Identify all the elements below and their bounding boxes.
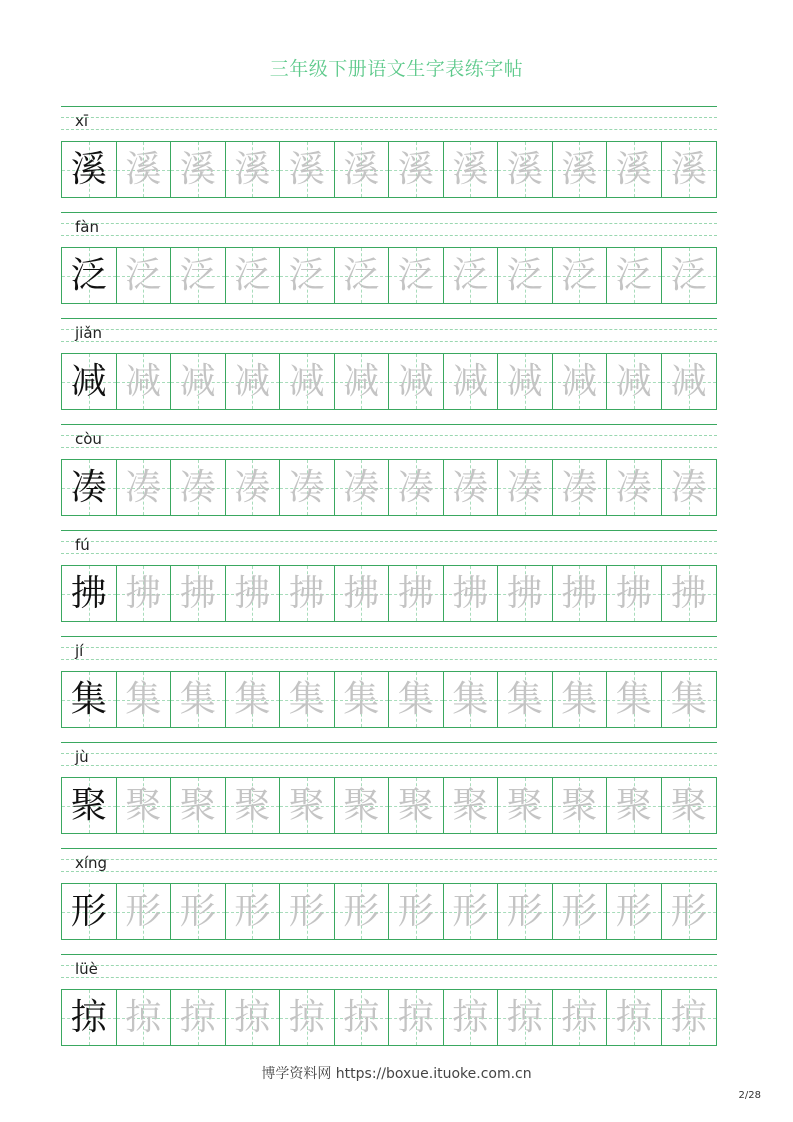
- trace-character-cell: [389, 142, 444, 197]
- trace-character: 减: [125, 360, 162, 402]
- trace-character-cell: [389, 884, 444, 939]
- trace-character-cell: [171, 354, 226, 409]
- pinyin-guide-line: [61, 636, 717, 637]
- pinyin-lines: [61, 848, 717, 883]
- trace-character: 溪: [397, 148, 434, 190]
- trace-character-cell: [662, 884, 717, 939]
- trace-character-cell: [280, 672, 335, 727]
- pinyin-guide-line: [61, 318, 717, 319]
- model-character: 凑: [70, 466, 107, 508]
- trace-character-cell: [498, 142, 553, 197]
- trace-character: 凑: [179, 466, 216, 508]
- writing-grid: [61, 565, 717, 622]
- trace-character: 拂: [561, 572, 598, 614]
- pinyin-guide-line: [61, 977, 717, 978]
- trace-character-cell: [607, 566, 662, 621]
- trace-character: 聚: [561, 784, 598, 826]
- trace-character-cell: [335, 460, 390, 515]
- character-row: [61, 318, 717, 424]
- page-number: 2/28: [738, 1090, 761, 1101]
- trace-character-cell: [444, 884, 499, 939]
- trace-character: 减: [288, 360, 325, 402]
- pinyin-guide-line: [61, 765, 717, 766]
- trace-character-cell: [498, 460, 553, 515]
- trace-character: 拂: [343, 572, 380, 614]
- trace-character: 掠: [670, 996, 707, 1038]
- trace-character-cell: [389, 672, 444, 727]
- trace-character: 集: [561, 678, 598, 720]
- pinyin-guide-line: [61, 117, 717, 118]
- trace-character-cell: [280, 990, 335, 1045]
- trace-character-cell: [607, 354, 662, 409]
- trace-character-cell: [226, 248, 281, 303]
- trace-character: 减: [397, 360, 434, 402]
- model-character-cell: [62, 990, 117, 1045]
- writing-grid: [61, 777, 717, 834]
- trace-character: 聚: [615, 784, 652, 826]
- trace-character-cell: [444, 778, 499, 833]
- trace-character-cell: [662, 354, 717, 409]
- trace-character-cell: [171, 884, 226, 939]
- trace-character: 掠: [234, 996, 271, 1038]
- trace-character-cell: [389, 248, 444, 303]
- pinyin-guide-line: [61, 341, 717, 342]
- pinyin-lines: [61, 212, 717, 247]
- trace-character-cell: [280, 142, 335, 197]
- model-character-cell: [62, 142, 117, 197]
- trace-character: 泛: [125, 254, 162, 296]
- trace-character: 聚: [343, 784, 380, 826]
- trace-character: 凑: [343, 466, 380, 508]
- pinyin-guide-line: [61, 223, 717, 224]
- trace-character-cell: [662, 142, 717, 197]
- pinyin-guide-line: [61, 859, 717, 860]
- trace-character-cell: [553, 778, 608, 833]
- pinyin-label: jù: [75, 748, 89, 766]
- trace-character: 形: [452, 890, 489, 932]
- pinyin-lines: [61, 954, 717, 989]
- trace-character-cell: [117, 460, 172, 515]
- trace-character-cell: [280, 460, 335, 515]
- trace-character: 拂: [615, 572, 652, 614]
- trace-character: 泛: [561, 254, 598, 296]
- trace-character: 形: [288, 890, 325, 932]
- model-character: 溪: [70, 148, 107, 190]
- trace-character: 凑: [452, 466, 489, 508]
- trace-character: 溪: [234, 148, 271, 190]
- trace-character-cell: [117, 778, 172, 833]
- trace-character: 集: [125, 678, 162, 720]
- pinyin-label: còu: [75, 430, 102, 448]
- trace-character-cell: [607, 248, 662, 303]
- trace-character: 聚: [234, 784, 271, 826]
- trace-character-cell: [444, 142, 499, 197]
- trace-character-cell: [498, 566, 553, 621]
- trace-character: 减: [561, 360, 598, 402]
- trace-character-cell: [280, 248, 335, 303]
- trace-character-cell: [444, 990, 499, 1045]
- character-row: [61, 212, 717, 318]
- pinyin-label: lüè: [75, 960, 98, 978]
- trace-character: 掠: [288, 996, 325, 1038]
- model-character: 集: [70, 678, 107, 720]
- trace-character: 掠: [561, 996, 598, 1038]
- pinyin-guide-line: [61, 753, 717, 754]
- trace-character-cell: [117, 672, 172, 727]
- pinyin-guide-line: [61, 235, 717, 236]
- trace-character: 掠: [343, 996, 380, 1038]
- trace-character: 拂: [670, 572, 707, 614]
- trace-character: 形: [397, 890, 434, 932]
- pinyin-guide-line: [61, 424, 717, 425]
- trace-character: 集: [179, 678, 216, 720]
- trace-character: 溪: [125, 148, 162, 190]
- trace-character: 泛: [288, 254, 325, 296]
- trace-character: 集: [452, 678, 489, 720]
- trace-character-cell: [280, 778, 335, 833]
- trace-character: 掠: [125, 996, 162, 1038]
- trace-character-cell: [607, 990, 662, 1045]
- trace-character-cell: [335, 778, 390, 833]
- trace-character-cell: [553, 460, 608, 515]
- pinyin-guide-line: [61, 447, 717, 448]
- writing-grid: [61, 353, 717, 410]
- trace-character: 减: [506, 360, 543, 402]
- model-character-cell: [62, 778, 117, 833]
- trace-character: 凑: [125, 466, 162, 508]
- trace-character-cell: [662, 460, 717, 515]
- pinyin-lines: [61, 318, 717, 353]
- pinyin-label: jí: [75, 642, 84, 660]
- character-row: [61, 636, 717, 742]
- trace-character: 减: [670, 360, 707, 402]
- model-character-cell: [62, 354, 117, 409]
- trace-character-cell: [498, 354, 553, 409]
- character-row: [61, 424, 717, 530]
- pinyin-guide-line: [61, 553, 717, 554]
- model-character-cell: [62, 672, 117, 727]
- trace-character: 拂: [125, 572, 162, 614]
- trace-character-cell: [553, 354, 608, 409]
- trace-character-cell: [498, 778, 553, 833]
- trace-character: 集: [397, 678, 434, 720]
- trace-character-cell: [444, 460, 499, 515]
- trace-character-cell: [335, 566, 390, 621]
- trace-character: 形: [343, 890, 380, 932]
- trace-character-cell: [553, 672, 608, 727]
- trace-character-cell: [226, 778, 281, 833]
- trace-character: 减: [452, 360, 489, 402]
- trace-character-cell: [389, 460, 444, 515]
- trace-character-cell: [226, 672, 281, 727]
- pinyin-lines: [61, 742, 717, 777]
- writing-grid: [61, 459, 717, 516]
- pinyin-label: xī: [75, 112, 89, 130]
- page-title: 三年级下册语文生字表练字帖: [269, 58, 524, 80]
- trace-character: 拂: [397, 572, 434, 614]
- writing-grid: [61, 247, 717, 304]
- trace-character: 泛: [397, 254, 434, 296]
- trace-character-cell: [171, 566, 226, 621]
- character-row: [61, 848, 717, 954]
- trace-character-cell: [280, 566, 335, 621]
- trace-character: 聚: [288, 784, 325, 826]
- trace-character-cell: [553, 566, 608, 621]
- trace-character-cell: [607, 884, 662, 939]
- trace-character-cell: [335, 990, 390, 1045]
- trace-character-cell: [171, 460, 226, 515]
- trace-character-cell: [389, 566, 444, 621]
- trace-character-cell: [444, 672, 499, 727]
- trace-character-cell: [444, 354, 499, 409]
- trace-character: 集: [506, 678, 543, 720]
- trace-character-cell: [389, 778, 444, 833]
- trace-character-cell: [280, 884, 335, 939]
- trace-character: 减: [179, 360, 216, 402]
- trace-character: 凑: [670, 466, 707, 508]
- trace-character: 拂: [179, 572, 216, 614]
- model-character-cell: [62, 460, 117, 515]
- trace-character: 溪: [452, 148, 489, 190]
- pinyin-lines: [61, 424, 717, 459]
- writing-grid: [61, 989, 717, 1046]
- pinyin-label: fàn: [75, 218, 99, 236]
- trace-character: 溪: [506, 148, 543, 190]
- trace-character-cell: [335, 248, 390, 303]
- trace-character-cell: [171, 248, 226, 303]
- trace-character-cell: [335, 672, 390, 727]
- trace-character-cell: [226, 990, 281, 1045]
- trace-character: 掠: [452, 996, 489, 1038]
- trace-character-cell: [662, 778, 717, 833]
- trace-character: 拂: [234, 572, 271, 614]
- trace-character-cell: [335, 142, 390, 197]
- trace-character-cell: [607, 460, 662, 515]
- trace-character: 泛: [234, 254, 271, 296]
- trace-character: 集: [234, 678, 271, 720]
- pinyin-guide-line: [61, 742, 717, 743]
- trace-character-cell: [607, 778, 662, 833]
- trace-character-cell: [444, 248, 499, 303]
- trace-character-cell: [444, 566, 499, 621]
- trace-character: 溪: [343, 148, 380, 190]
- trace-character: 溪: [179, 148, 216, 190]
- trace-character: 聚: [452, 784, 489, 826]
- trace-character-cell: [662, 990, 717, 1045]
- trace-character-cell: [171, 142, 226, 197]
- trace-character-cell: [335, 884, 390, 939]
- trace-character: 减: [343, 360, 380, 402]
- trace-character: 凑: [234, 466, 271, 508]
- trace-character: 聚: [506, 784, 543, 826]
- trace-character: 凑: [397, 466, 434, 508]
- pinyin-guide-line: [61, 871, 717, 872]
- model-character-cell: [62, 884, 117, 939]
- trace-character-cell: [498, 248, 553, 303]
- pinyin-guide-line: [61, 129, 717, 130]
- trace-character-cell: [117, 354, 172, 409]
- trace-character-cell: [607, 142, 662, 197]
- trace-character: 形: [615, 890, 652, 932]
- writing-grid: [61, 141, 717, 198]
- model-character-cell: [62, 566, 117, 621]
- trace-character: 溪: [561, 148, 598, 190]
- character-row: [61, 954, 717, 1060]
- pinyin-lines: [61, 636, 717, 671]
- pinyin-lines: [61, 106, 717, 141]
- trace-character-cell: [553, 142, 608, 197]
- pinyin-label: fú: [75, 536, 90, 554]
- trace-character-cell: [117, 990, 172, 1045]
- trace-character: 形: [506, 890, 543, 932]
- trace-character: 掠: [615, 996, 652, 1038]
- trace-character: 泛: [670, 254, 707, 296]
- trace-character-cell: [117, 884, 172, 939]
- trace-character: 凑: [506, 466, 543, 508]
- trace-character-cell: [226, 460, 281, 515]
- trace-character-cell: [226, 354, 281, 409]
- trace-character: 集: [288, 678, 325, 720]
- trace-character-cell: [553, 248, 608, 303]
- trace-character: 泛: [506, 254, 543, 296]
- model-character: 形: [70, 890, 107, 932]
- trace-character: 掠: [397, 996, 434, 1038]
- trace-character: 拂: [506, 572, 543, 614]
- trace-character-cell: [171, 672, 226, 727]
- trace-character-cell: [662, 248, 717, 303]
- trace-character: 聚: [397, 784, 434, 826]
- pinyin-guide-line: [61, 106, 717, 107]
- pinyin-label: jiǎn: [75, 324, 103, 342]
- character-row: [61, 742, 717, 848]
- trace-character: 泛: [452, 254, 489, 296]
- model-character: 聚: [70, 784, 107, 826]
- pinyin-guide-line: [61, 541, 717, 542]
- practice-sheet: [61, 106, 717, 1060]
- pinyin-guide-line: [61, 212, 717, 213]
- trace-character: 聚: [670, 784, 707, 826]
- trace-character-cell: [498, 672, 553, 727]
- trace-character: 减: [234, 360, 271, 402]
- trace-character-cell: [117, 566, 172, 621]
- writing-grid: [61, 671, 717, 728]
- pinyin-guide-line: [61, 659, 717, 660]
- trace-character-cell: [335, 354, 390, 409]
- trace-character: 形: [561, 890, 598, 932]
- trace-character: 泛: [615, 254, 652, 296]
- model-character: 拂: [70, 572, 107, 614]
- trace-character: 形: [125, 890, 162, 932]
- trace-character: 溪: [670, 148, 707, 190]
- trace-character: 减: [615, 360, 652, 402]
- character-row: [61, 106, 717, 212]
- trace-character-cell: [280, 354, 335, 409]
- pinyin-guide-line: [61, 530, 717, 531]
- model-character: 泛: [70, 254, 107, 296]
- trace-character: 拂: [288, 572, 325, 614]
- writing-grid: [61, 883, 717, 940]
- pinyin-guide-line: [61, 954, 717, 955]
- footer-source: 博学资料网 https://boxue.ituoke.com.cn: [261, 1066, 532, 1082]
- pinyin-guide-line: [61, 647, 717, 648]
- pinyin-guide-line: [61, 329, 717, 330]
- pinyin-lines: [61, 530, 717, 565]
- trace-character: 形: [670, 890, 707, 932]
- trace-character-cell: [662, 566, 717, 621]
- trace-character: 泛: [343, 254, 380, 296]
- trace-character-cell: [389, 354, 444, 409]
- trace-character: 凑: [561, 466, 598, 508]
- trace-character-cell: [389, 990, 444, 1045]
- pinyin-guide-line: [61, 965, 717, 966]
- trace-character: 掠: [179, 996, 216, 1038]
- model-character: 掠: [70, 996, 107, 1038]
- trace-character: 集: [670, 678, 707, 720]
- trace-character: 形: [234, 890, 271, 932]
- trace-character: 凑: [288, 466, 325, 508]
- trace-character-cell: [607, 672, 662, 727]
- pinyin-guide-line: [61, 848, 717, 849]
- trace-character-cell: [498, 990, 553, 1045]
- trace-character-cell: [498, 884, 553, 939]
- trace-character: 溪: [288, 148, 325, 190]
- trace-character-cell: [117, 142, 172, 197]
- trace-character-cell: [226, 884, 281, 939]
- trace-character: 泛: [179, 254, 216, 296]
- trace-character: 凑: [615, 466, 652, 508]
- trace-character-cell: [171, 778, 226, 833]
- model-character-cell: [62, 248, 117, 303]
- trace-character: 溪: [615, 148, 652, 190]
- model-character: 减: [70, 360, 107, 402]
- trace-character: 拂: [452, 572, 489, 614]
- trace-character-cell: [226, 566, 281, 621]
- pinyin-guide-line: [61, 435, 717, 436]
- trace-character: 聚: [125, 784, 162, 826]
- trace-character-cell: [226, 142, 281, 197]
- trace-character-cell: [171, 990, 226, 1045]
- trace-character-cell: [662, 672, 717, 727]
- character-row: [61, 530, 717, 636]
- trace-character-cell: [117, 248, 172, 303]
- trace-character-cell: [553, 884, 608, 939]
- trace-character: 集: [343, 678, 380, 720]
- trace-character: 集: [615, 678, 652, 720]
- trace-character: 聚: [179, 784, 216, 826]
- trace-character: 形: [179, 890, 216, 932]
- trace-character: 掠: [506, 996, 543, 1038]
- pinyin-label: xíng: [75, 854, 108, 872]
- trace-character-cell: [553, 990, 608, 1045]
